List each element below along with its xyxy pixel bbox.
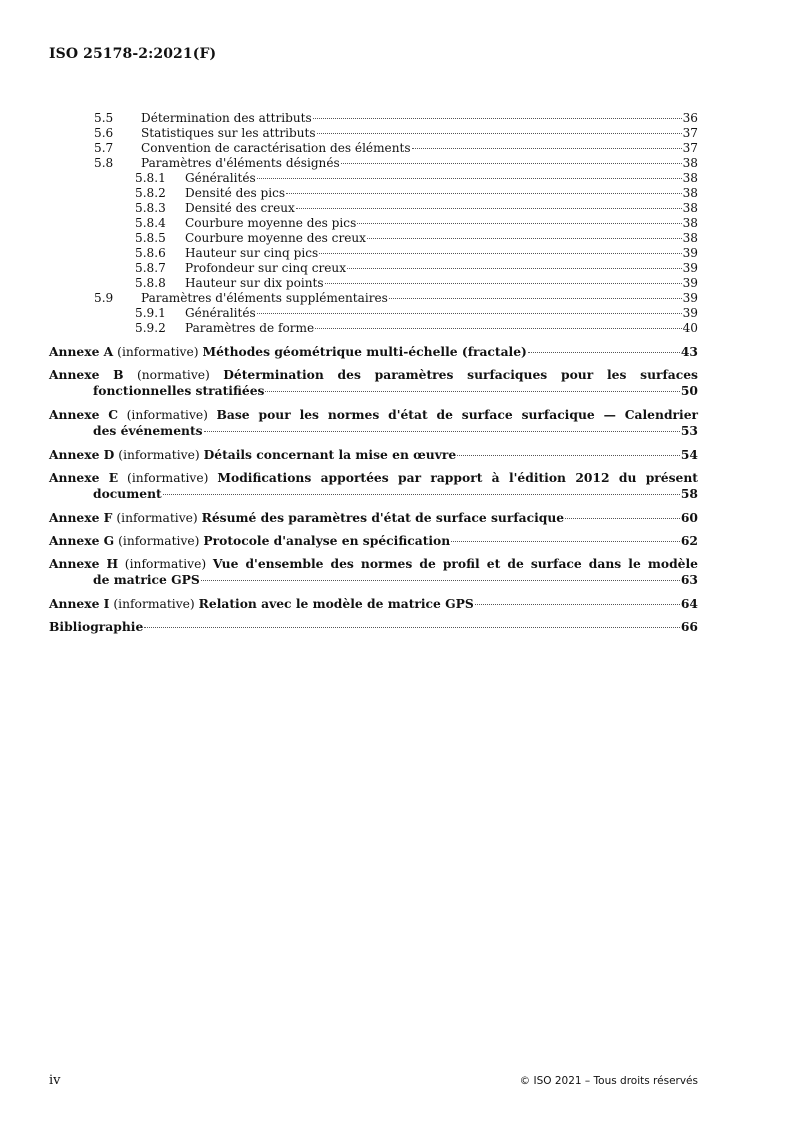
annex-kind: (informative) — [126, 408, 208, 422]
toc-number: 5.8.6 — [135, 246, 166, 260]
annex-title: Détails concernant la mise en œuvre — [203, 447, 457, 462]
toc-title: Statistiques sur les attributs — [141, 126, 316, 140]
toc-page: 38 — [682, 156, 698, 170]
annex-label: Annexe A — [49, 344, 114, 359]
annex-label: Annexe E — [49, 470, 119, 485]
toc-annex-i[interactable] — [49, 596, 698, 611]
dot-leader — [204, 431, 680, 432]
dot-leader — [528, 352, 680, 353]
toc-page: 43 — [680, 344, 698, 359]
toc-page: 38 — [682, 216, 698, 230]
dot-leader — [163, 494, 680, 495]
dot-leader — [367, 238, 682, 239]
toc-number: 5.7 — [94, 141, 114, 155]
toc-entry-5-6[interactable] — [49, 126, 698, 141]
toc-number: 5.8.2 — [135, 186, 166, 200]
annex-label: Annexe F — [49, 510, 113, 525]
toc-title: Paramètres d'éléments désignés — [141, 156, 340, 170]
toc-entry-5-8-1[interactable] — [49, 171, 698, 186]
toc-annex-a[interactable] — [49, 344, 698, 359]
annex-kind: (normative) — [136, 368, 210, 382]
toc-page: 53 — [680, 423, 698, 438]
toc-page: 39 — [682, 306, 698, 320]
toc-number: 5.5 — [94, 111, 114, 125]
toc-page: 38 — [682, 171, 698, 185]
toc-title: Hauteur sur cinq pics — [185, 246, 319, 260]
toc-title: Paramètres de forme — [185, 321, 315, 335]
annex-label: Annexe B — [49, 367, 124, 382]
dot-leader — [565, 518, 680, 519]
toc-page: 60 — [680, 510, 698, 525]
toc-entry-5-8-3[interactable] — [49, 201, 698, 216]
toc-page: 39 — [682, 276, 698, 290]
dot-leader — [313, 118, 682, 119]
dot-leader — [325, 283, 682, 284]
dot-leader — [451, 541, 680, 542]
toc-entry-5-5[interactable] — [49, 111, 698, 126]
toc-page: 62 — [680, 533, 698, 548]
toc-page: 38 — [682, 186, 698, 200]
toc-page: 37 — [682, 141, 698, 155]
copyright-notice: © ISO 2021 – Tous droits réservés — [519, 1075, 698, 1087]
annex-title: Base pour les normes d'état de surface surfacique — Calendrier — [216, 407, 698, 422]
dot-leader — [357, 223, 681, 224]
toc-page: 64 — [680, 596, 698, 611]
annex-title: Vue d'ensemble des normes de profil et de surface dans le modèle — [212, 556, 698, 571]
dot-leader — [457, 455, 680, 456]
toc-number: 5.9.2 — [135, 321, 166, 335]
dot-leader — [412, 148, 682, 149]
dot-leader — [475, 604, 680, 605]
toc-page: 38 — [682, 201, 698, 215]
toc-entry-5-9-2[interactable] — [49, 321, 698, 336]
toc-title: Hauteur sur dix points — [185, 276, 324, 290]
dot-leader — [144, 627, 680, 628]
toc-page: 63 — [680, 572, 698, 587]
dot-leader — [347, 268, 682, 269]
toc-entry-5-8-7[interactable] — [49, 261, 698, 276]
annex-title-continued: document — [93, 486, 162, 501]
toc-entry-5-9[interactable] — [49, 291, 698, 306]
dot-leader — [319, 253, 681, 254]
page-number: iv — [49, 1073, 61, 1088]
annex-kind: (informative) — [116, 511, 198, 525]
toc-annex-g[interactable] — [49, 533, 698, 548]
toc-page: 40 — [682, 321, 698, 335]
annex-kind: (informative) — [127, 471, 209, 485]
dot-leader — [315, 328, 681, 329]
toc-annex-e[interactable] — [49, 470, 698, 502]
toc-number: 5.8.4 — [135, 216, 166, 230]
toc-number: 5.8.3 — [135, 201, 166, 215]
annex-title: Méthodes géométrique multi-échelle (fractale) — [202, 344, 527, 359]
toc-title: Généralités — [185, 306, 256, 320]
dot-leader — [201, 580, 680, 581]
toc-title: Densité des pics — [185, 186, 286, 200]
toc-page: 50 — [680, 383, 698, 398]
annex-title-continued: fonctionnelles stratifiées — [93, 383, 265, 398]
toc-number: 5.8.5 — [135, 231, 166, 245]
toc-page: 37 — [682, 126, 698, 140]
toc-number: 5.9 — [94, 291, 114, 305]
toc-title: Courbure moyenne des creux — [185, 231, 367, 245]
toc-page: 66 — [680, 619, 698, 634]
toc-entry-5-8-4[interactable] — [49, 216, 698, 231]
toc-entry-5-7[interactable] — [49, 141, 698, 156]
annex-kind: (informative) — [117, 345, 199, 359]
toc-title: Profondeur sur cinq creux — [185, 261, 347, 275]
toc-page: 39 — [682, 261, 698, 275]
toc-number: 5.8 — [94, 156, 114, 170]
annex-title: Protocole d'analyse en spécification — [203, 533, 451, 548]
dot-leader — [389, 298, 682, 299]
dot-leader — [317, 133, 682, 134]
annex-kind: (informative) — [118, 448, 200, 462]
annex-title: Détermination des paramètres surfaciques pour les surfaces — [223, 367, 698, 382]
dot-leader — [257, 313, 682, 314]
toc-entry-5-8[interactable] — [49, 156, 698, 171]
toc-title: Paramètres d'éléments supplémentaires — [141, 291, 388, 305]
annex-title-continued: des événements — [93, 423, 203, 438]
dot-leader — [296, 208, 682, 209]
annex-kind: (informative) — [124, 557, 207, 571]
annex-title: Modifications apportées par rapport à l'édition 2012 du présent — [217, 470, 698, 485]
toc-annex-b[interactable] — [49, 367, 698, 399]
document-id: ISO 25178-2:2021(F) — [49, 46, 217, 62]
toc-number: 5.8.1 — [135, 171, 166, 185]
toc-title: Convention de caractérisation des éléments — [141, 141, 411, 155]
annex-kind: (informative) — [113, 597, 195, 611]
toc-number: 5.6 — [94, 126, 114, 140]
toc-number: 5.9.1 — [135, 306, 166, 320]
toc-annex-f[interactable] — [49, 510, 698, 525]
dot-leader — [286, 193, 681, 194]
toc-entry-5-8-6[interactable] — [49, 246, 698, 261]
toc-entry-5-8-8[interactable] — [49, 276, 698, 291]
toc-page: 39 — [682, 246, 698, 260]
toc-page: 39 — [682, 291, 698, 305]
bibliography-title: Bibliographie — [49, 619, 144, 634]
annex-title: Résumé des paramètres d'état de surface surfacique — [201, 510, 565, 525]
dot-leader — [341, 163, 682, 164]
annex-label: Annexe G — [49, 533, 115, 548]
toc-page: 58 — [680, 486, 698, 501]
toc-page: 38 — [682, 231, 698, 245]
toc-number: 5.8.7 — [135, 261, 166, 275]
toc-entry-5-8-5[interactable] — [49, 231, 698, 246]
toc-title: Densité des creux — [185, 201, 295, 215]
toc-title: Généralités — [185, 171, 256, 185]
dot-leader — [257, 178, 682, 179]
annex-kind: (informative) — [118, 534, 200, 548]
annex-label: Annexe C — [49, 407, 119, 422]
annex-label: Annexe H — [49, 556, 119, 571]
toc-entry-5-8-2[interactable] — [49, 186, 698, 201]
toc-annex-d[interactable] — [49, 447, 698, 462]
annex-label: Annexe I — [49, 596, 110, 611]
annex-title-continued: de matrice GPS — [93, 572, 200, 587]
annex-label: Annexe D — [49, 447, 115, 462]
toc-annex-h[interactable] — [49, 556, 698, 588]
toc-title: Détermination des attributs — [141, 111, 312, 125]
toc-page: 36 — [682, 111, 698, 125]
toc-annex-c[interactable] — [49, 407, 698, 439]
toc-title: Courbure moyenne des pics — [185, 216, 357, 230]
toc-entry-5-9-1[interactable] — [49, 306, 698, 321]
table-of-contents — [49, 111, 698, 634]
toc-bibliography[interactable] — [49, 619, 698, 634]
annex-title: Relation avec le modèle de matrice GPS — [198, 596, 474, 611]
toc-number: 5.8.8 — [135, 276, 166, 290]
toc-page: 54 — [680, 447, 698, 462]
dot-leader — [265, 391, 679, 392]
